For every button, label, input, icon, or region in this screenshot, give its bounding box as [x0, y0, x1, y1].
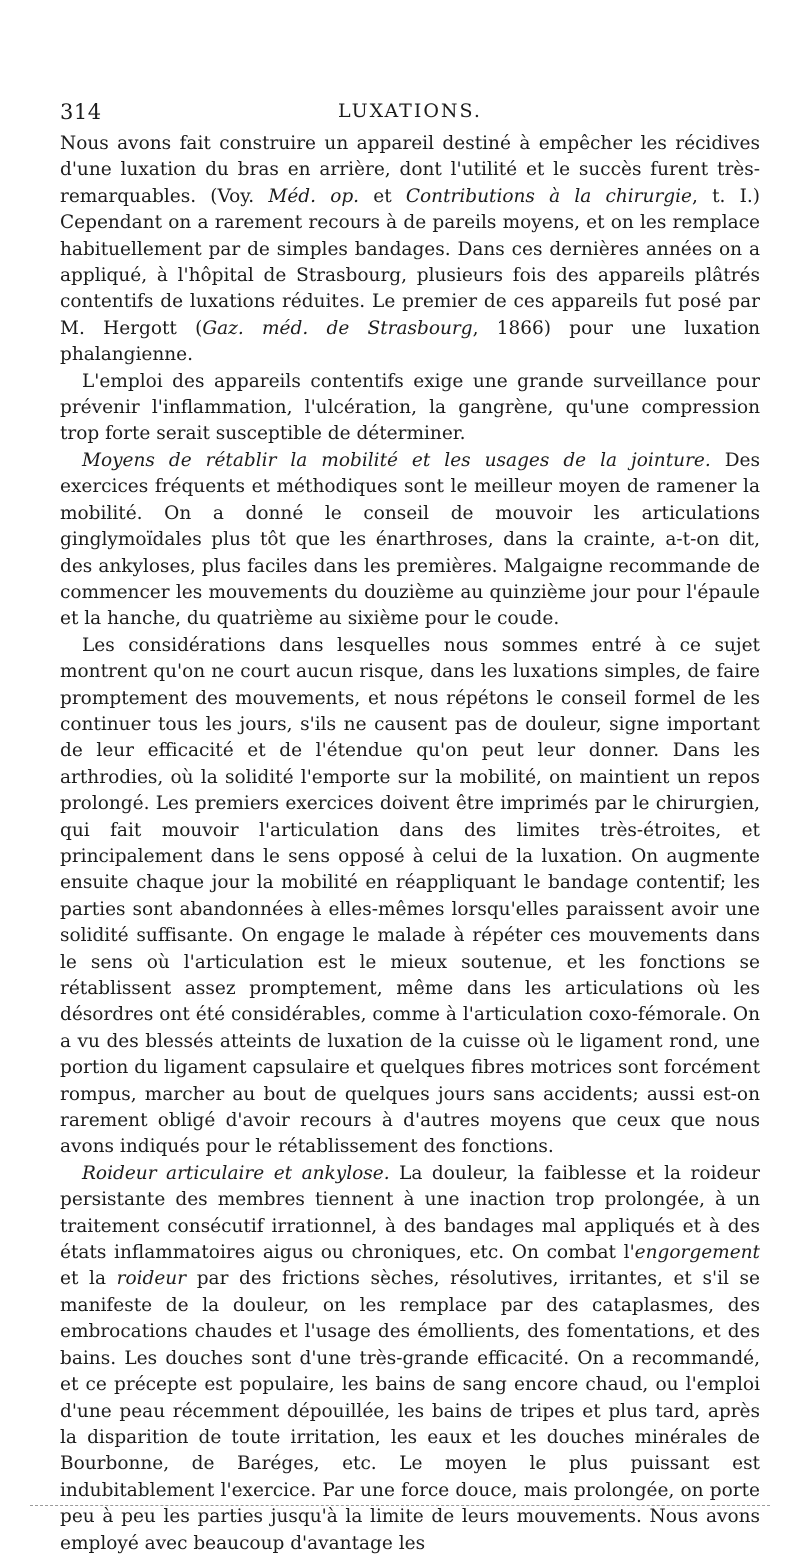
text-run: Nous avons fait construire un appareil destiné à empêcher les récidives d'une luxation du bras en arrière, dont l'utilité et le succès furent très-remarquables. (Voy.: [60, 133, 760, 207]
paragraph: [60, 1161, 760, 1557]
text-run: , t. I.) Cependant on a rarement recours à de pareils moyens, et on les remplace habituellement par de simples bandages. Dans ces dernières années on a appliqué, à l'hôpital de Strasbourg, plusieurs fois des appareils plâtrés contentifs de luxations réduites. Le premier de ces appareils fut posé par M. Hergott (: [60, 185, 761, 339]
paragraph: [60, 131, 760, 369]
body-text: [60, 131, 760, 1557]
paragraph: [60, 633, 760, 1161]
italic-text: Méd. op.: [268, 185, 360, 207]
italic-text: Roideur articulaire et ankylose.: [82, 1162, 390, 1184]
text-run: La douleur, la faiblesse et la roideur persistante des membres tiennent à une inaction trop prolongée, à un traitement consécutif irrationnel, à des bandages mal appliqués et à des états inflammatoires aigus ou chroniques, etc. On combat l': [60, 1162, 760, 1264]
text-run: , 1866) pour une luxation phalangienne.: [60, 317, 761, 366]
footer-rule: [30, 1505, 770, 1506]
italic-text: engorgement: [634, 1242, 760, 1264]
text-run: Des exercices fréquents et méthodiques sont le meilleur moyen de ramener la mobilité. On a donné le conseil de mouvoir les articulations ginglymoïdales plus tôt que les énarthroses, dans la crainte, a-t-on dit, des ankyloses, plus faciles dans les premières. Malgaigne recommande de commencer les mouvements du douzième au quinzième jour pour l'épaule et la hanche, du quatrième au sixième pour le coude.: [60, 449, 761, 630]
italic-text: roideur: [116, 1268, 187, 1290]
text-run: et la: [60, 1268, 117, 1290]
text-run: L'emploi des appareils contentifs exige une grande surveillance pour prévenir l'inflammation, l'ulcération, la gangrène, qu'une compression trop forte serait susceptible de déterminer.: [60, 370, 760, 445]
italic-text: Moyens de rétablir la mobilité et les usages de la jointure.: [82, 449, 711, 471]
italic-text: Contributions à la chirurgie: [405, 185, 692, 207]
paragraph: [60, 369, 760, 448]
text-run: et: [359, 185, 406, 207]
text-run: par des frictions sèches, résolutives, irritantes, et s'il se manifeste de la douleur, on les remplace par des cataplasmes, des embrocations chaudes et l'usage des émollients, des fomentations, et des bains. Les douches sont d'une très-grande efficacité. On a recommandé, et ce précepte est populaire, les bains de sang encore chaud, ou l'emploi d'une peau récemment dépouillée, les bains de tripes et plus tard, après la disparition de toute irritation, les eaux et les douches minérales de Bourbonne, de Baréges, etc. Le moyen le plus puissant est indubitablement l'exercice. Par une force douce, mais prolongée, on porte peu à peu les parties jusqu'à la limite de leurs mouvements. Nous avons employé avec beaucoup d'avantage les: [60, 1268, 760, 1554]
page-header: [60, 100, 760, 130]
text-run: Les considérations dans lesquelles nous sommes entré à ce sujet montrent qu'on ne court aucun risque, dans les luxations simples, de faire promptement des mouvements, et nous répétons le conseil formel de les continuer tous les jours, s'ils ne causent pas de douleur, signe important de leur efficacité et de l'étendue qu'on peut leur donner. Dans les arthrodies, où la solidité l'emporte sur la mobilité, on maintient un repos prolongé. Les premiers exercices doivent être imprimés par le chirurgien, qui fait mouvoir l'articulation dans des limites très-étroites, et principalement dans le sens opposé à celui de la luxation. On augmente ensuite chaque jour la mobilité en réappliquant le bandage contentif; les parties sont abandonnées à elles-mêmes lorsqu'elles paraissent avoir une solidité suffisante. On engage le malade à répéter ces mouvements dans le sens où l'articulation est le mieux soutenue, et les fonctions se rétablissent assez promptement, même dans les articulations où les désordres ont été considérables, comme à l'articulation coxo-fémorale. On a vu des blessés atteints de luxation de la cuisse où le ligament rond, une portion du ligament capsulaire et quelques fibres motrices sont forcément rompus, marcher au bout de quelques jours sans accidents; aussi est-on rarement obligé d'avoir recours à d'autres moyens que ceux que nous avons indiqués pour le rétablissement des fonctions.: [60, 634, 760, 1158]
page-number: 314: [60, 100, 102, 124]
running-head: LUXATIONS.: [338, 100, 482, 122]
paragraph: [60, 448, 760, 633]
italic-text: Gaz. méd. de Strasbourg: [202, 317, 473, 339]
